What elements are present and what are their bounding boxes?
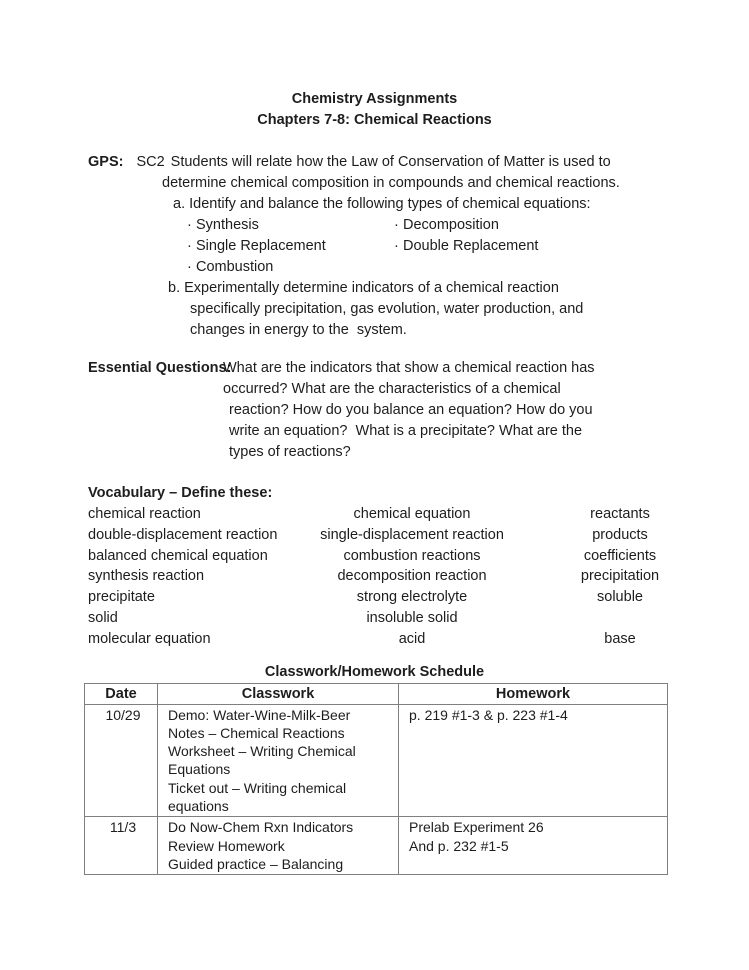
vocab-term: molecular equation xyxy=(88,630,211,647)
gps-standard-code: SC2 xyxy=(136,154,165,170)
vocab-term: precipitate xyxy=(88,589,155,606)
vocab-term: strong electrolyte xyxy=(356,589,468,606)
vocabulary-row xyxy=(88,525,749,546)
bullet-label: Decomposition xyxy=(403,217,499,233)
vocab-term: balanced chemical equation xyxy=(88,547,268,564)
gps-line-1 xyxy=(88,152,749,173)
vocab-term: solid xyxy=(88,609,118,626)
vocab-term: single-displacement reaction xyxy=(320,526,504,543)
essential-questions-line: reaction? How do you balance an equation? How do you xyxy=(229,402,593,418)
vocab-term: coefficients xyxy=(583,547,657,564)
vocab-term: products xyxy=(592,526,648,543)
classwork-line: Worksheet – Writing Chemical xyxy=(168,743,356,760)
vocab-term: soluble xyxy=(597,589,643,606)
classwork-line: Ticket out – Writing chemical xyxy=(168,779,347,796)
vocab-term: insoluble solid xyxy=(366,609,458,626)
classwork-homework-table xyxy=(84,683,668,876)
essential-questions-label: Essential Questions: xyxy=(88,360,232,376)
classwork-line: equations xyxy=(168,798,229,815)
document-title xyxy=(0,89,749,131)
equation-types-row-3 xyxy=(88,257,749,278)
vocabulary-section xyxy=(88,483,749,650)
homework-cell xyxy=(399,704,668,817)
bullet-item-decomposition xyxy=(394,215,499,236)
column-header-classwork: Classwork xyxy=(158,683,399,704)
gps-item-a: a. Identify and balance the following types of chemical equations: xyxy=(173,196,591,212)
classwork-line: Equations xyxy=(168,761,231,778)
homework-line: Prelab Experiment 26 xyxy=(409,819,544,836)
table-row xyxy=(85,817,668,875)
essential-questions-line: occurred? What are the characteristics of a chemical xyxy=(223,381,561,397)
classwork-cell xyxy=(158,817,399,875)
column-header-date: Date xyxy=(85,683,158,704)
homework-line: And p. 232 #1-5 xyxy=(409,837,509,854)
vocab-term: acid xyxy=(398,630,426,647)
gps-item-b-line-3: changes in energy to the system. xyxy=(190,322,407,338)
vocabulary-row xyxy=(88,629,749,650)
essential-questions-text xyxy=(223,358,749,463)
gps-item-b-line-1: b. Experimentally determine indicators of a chemical reaction xyxy=(168,280,559,296)
vocab-term: synthesis reaction xyxy=(88,568,205,585)
classwork-line: Demo: Water-Wine-Milk-Beer xyxy=(168,706,351,723)
essential-questions-line: What are the indicators that show a chemical reaction has xyxy=(223,360,595,376)
bullet-label: Combustion xyxy=(196,259,274,275)
gps-item-b-line-2: specifically precipitation, gas evolution, water production, and xyxy=(190,301,584,317)
table-header-row xyxy=(85,683,668,704)
vocabulary-row xyxy=(88,608,749,629)
equation-types-row-2 xyxy=(88,236,749,257)
title-line-1: Chemistry Assignments xyxy=(291,91,458,107)
date-cell: 11/3 xyxy=(85,817,158,875)
classwork-line: Guided practice – Balancing xyxy=(168,855,344,872)
bullet-item-single-replacement xyxy=(187,236,394,257)
vocabulary-row xyxy=(88,587,749,608)
essential-questions-line: types of reactions? xyxy=(229,444,351,460)
vocab-term: double-displacement reaction xyxy=(88,526,278,543)
bullet-dot-icon: · xyxy=(394,238,399,254)
vocab-term: precipitation xyxy=(580,568,660,585)
bullet-dot-icon: · xyxy=(394,217,399,233)
vocab-term: decomposition reaction xyxy=(337,568,487,585)
bullet-dot-icon: · xyxy=(187,238,192,254)
essential-questions-line: write an equation? What is a precipitate? What are the xyxy=(229,423,583,439)
vocabulary-row xyxy=(88,546,749,567)
table-row xyxy=(85,704,668,817)
bullet-label: Synthesis xyxy=(196,217,259,233)
homework-cell xyxy=(399,817,668,875)
vocab-term: chemical equation xyxy=(353,506,471,522)
classwork-line: Do Now-Chem Rxn Indicators xyxy=(168,819,354,836)
vocabulary-row xyxy=(88,504,749,525)
bullet-label: Double Replacement xyxy=(403,238,539,254)
vocab-term: base xyxy=(604,630,636,647)
homework-line: p. 219 #1-3 & p. 223 #1-4 xyxy=(409,706,568,723)
gps-standard-text: Students will relate how the Law of Conservation of Matter is used to xyxy=(170,154,611,170)
classwork-line: Review Homework xyxy=(168,837,285,854)
bullet-item-synthesis xyxy=(187,215,394,236)
vocab-term: reactants xyxy=(590,506,650,522)
title-line-2: Chapters 7-8: Chemical Reactions xyxy=(257,112,492,128)
gps-line-2: determine chemical composition in compounds and chemical reactions. xyxy=(162,175,620,191)
classwork-line: Notes – Chemical Reactions xyxy=(168,724,345,741)
column-header-homework: Homework xyxy=(399,683,668,704)
vocab-term: chemical reaction xyxy=(88,506,201,522)
gps-standard-section xyxy=(88,152,749,341)
bullet-dot-icon: · xyxy=(187,259,192,275)
bullet-dot-icon: · xyxy=(187,217,192,233)
schedule-heading: Classwork/Homework Schedule xyxy=(264,663,485,680)
bullet-label: Single Replacement xyxy=(196,238,326,254)
equation-types-row-1 xyxy=(88,215,749,236)
gps-label: GPS: xyxy=(88,154,124,170)
vocabulary-heading: Vocabulary – Define these: xyxy=(88,485,273,501)
vocab-term: combustion reactions xyxy=(343,547,481,564)
essential-questions-section xyxy=(88,358,749,463)
bullet-item-combustion xyxy=(187,257,394,278)
vocabulary-row xyxy=(88,566,749,587)
bullet-item-double-replacement xyxy=(394,236,538,257)
classwork-cell xyxy=(158,704,399,817)
date-cell: 10/29 xyxy=(85,704,158,817)
